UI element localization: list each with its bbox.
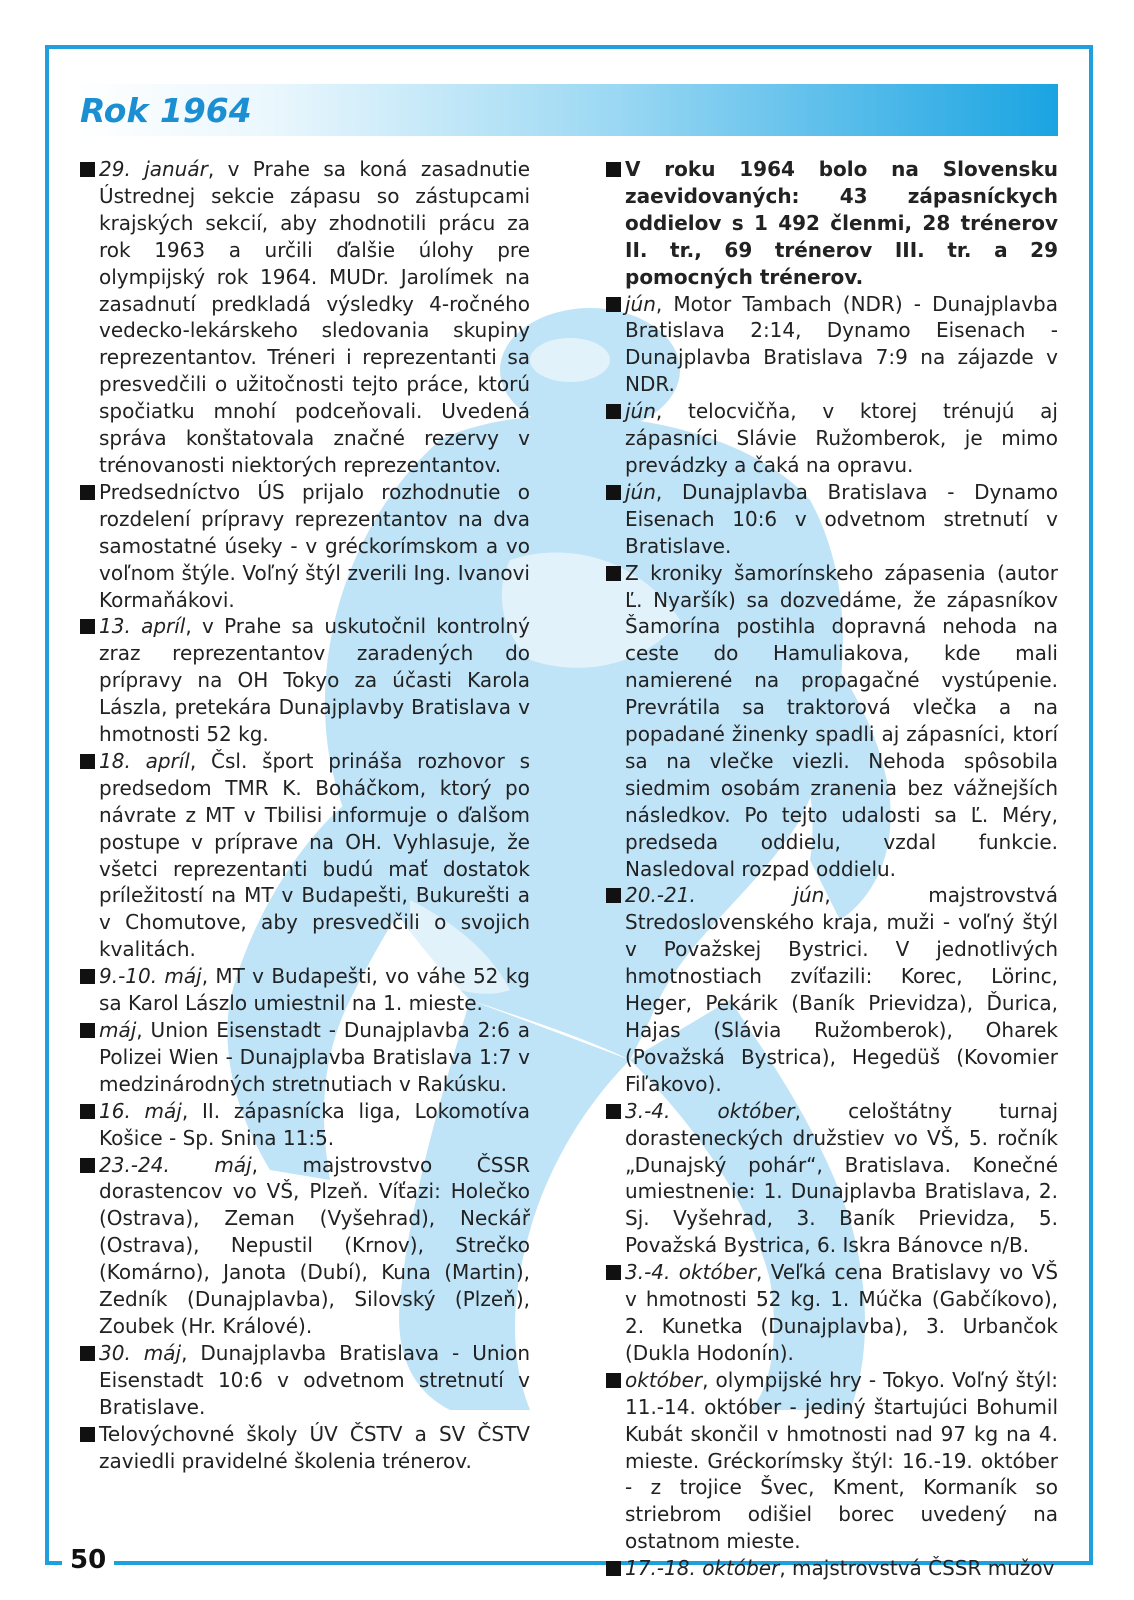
chronicle-entry	[80, 613, 530, 748]
entry-date: 30. máj	[99, 1340, 182, 1365]
right-column	[606, 156, 1059, 1581]
entry-date: 23.-24. máj	[99, 1152, 252, 1177]
chronicle-entry	[606, 1555, 1058, 1582]
chronicle-entry	[80, 1152, 530, 1340]
chronicle-entry	[80, 156, 530, 479]
page-number: 50	[62, 1538, 114, 1582]
entry-date: jún	[625, 399, 656, 424]
chronicle-entry	[606, 1259, 1058, 1367]
chronicle-entry	[80, 1421, 530, 1475]
entry-text: , majstrovstvá Stredoslovenského kraja, muži - voľný štýl v Považskej Bystrici. V jednotlivých hmotnostiach zvíťazili: Korec, Lörinc, Heger, Pekárik (Baník Prievidza), Ďurica, Hajas (Slávia Ružomberok), Oharek (Považská Bystrica), Hegedüš (Kovomier Fiľakovo).	[625, 883, 1058, 1096]
entry-text: , Union Eisenstadt - Dunajplavba 2:6 a Polizei Wien - Dunajplavba Bratislava 1:7 v medzinárodných stretnutiach v Rakúsku.	[99, 1018, 530, 1096]
chronicle-entry-statistics	[606, 156, 1058, 291]
page-title: Rok 1964	[80, 91, 252, 130]
entry-date: 9.-10. máj	[99, 964, 202, 989]
entry-text: , majstrovstvá ČSSR mužov	[779, 1556, 1055, 1581]
chronicle-entry	[80, 1340, 530, 1421]
entry-date: jún	[625, 291, 656, 316]
entry-text: V roku 1964 bolo na Slovensku zaevidovaných: 43 zápasníckych oddielov s 1 492 členmi, 28 trénerov II. tr., 69 trénerov III. tr. a 29 pomocných trénerov.	[625, 157, 1058, 289]
chronicle-entry	[606, 1367, 1058, 1555]
entry-text: Z kroniky šamorínskeho zápasenia (autor Ľ. Nyaršík) sa dozvedáme, že zápasníkov Šamorína postihla dopravná nehoda na ceste do Hamuliakova, kde mali namierené na propagačné vystúpenie. Prevrátila sa traktorová vlečka a na popadané žinenky spadli aj zápasníci, ktorí sa na vlečke viezli. Nehoda spôsobila siedmim osobám zranenia bez vážnejších následkov. Po tejto udalosti sa Ľ. Méry, predseda oddielu, vzdal funkcie. Nasledoval rozpad oddielu.	[625, 560, 1058, 881]
chronicle-entry	[606, 882, 1058, 1097]
entry-text: , Veľká cena Bratislavy vo VŠ v hmotnosti 52 kg. 1. Múčka (Gabčíkovo), 2. Kunetka (Dunajplavba), 3. Urbančok (Dukla Hodonín).	[625, 1260, 1059, 1365]
chronicle-entry	[606, 398, 1058, 479]
entry-date: október	[625, 1367, 703, 1392]
entry-text: , MT v Budapešti, vo váhe 52 kg sa Karol Lászlo umiestnil na 1. mieste.	[99, 964, 530, 1016]
chronicle-entry	[80, 1017, 530, 1098]
chronicle-entry	[80, 748, 530, 963]
chronicle-entry	[80, 479, 530, 614]
chronicle-entry	[606, 291, 1058, 399]
entry-text: , majstrovstvo ČSSR dorastencov vo VŠ, Plzeň. Víťazi: Holečko (Ostrava), Zeman (Vyšehrad), Neckář (Ostrava), Nepustil (Krnov), Strečko (Komárno), Janota (Dubí), Kuna (Martin), Zedník (Dunajplavba), Silovský (Plzeň), Zoubek (Hr. Králové).	[99, 1152, 531, 1338]
entry-text: , Čsl. šport prináša rozhovor s predsedom TMR K. Boháčkom, ktorý po návrate z MT v Tbilisi informuje o ďalšom postupe v príprave na OH. Vyhlasuje, že všetci reprezentanti budú mať dostatok príležitostí na MT v Budapešti, Bukurešti a v Chomutove, aby presvedčili o svojich kvalitách.	[99, 748, 531, 962]
entry-text: , II. zápasnícka liga, Lokomotíva Košice - Sp. Snina 11:5.	[99, 1098, 530, 1150]
entry-date: 18. apríl	[99, 748, 190, 773]
entry-date: máj	[99, 1018, 137, 1042]
entry-text: , celoštátny turnaj dorasteneckých družstiev vo VŠ, 5. ročník „Dunajský pohár“, Bratislava. Konečné umiestnenie: 1. Dunajplavba Bratislava, 2. Sj. Vyšehrad, 3. Baník Prievidza, 5. Považská Bystrica, 6. Iskra Bánovce n/B.	[625, 1098, 1059, 1258]
entry-text: , v Prahe sa uskutočnil kontrolný zraz reprezentantov zaradených do prípravy na OH Tokyo za účasti Karola Lászla, pretekára Dunajplavby Bratislava v hmotnosti 52 kg.	[99, 614, 531, 747]
entry-text: Telovýchovné školy ÚV ČSTV a SV ČSTV zaviedli pravidelné školenia trénerov.	[99, 1421, 530, 1473]
chronicle-entry	[606, 479, 1058, 560]
chronicle-entry	[80, 963, 530, 1017]
entry-date: jún	[625, 479, 656, 504]
left-column	[80, 156, 530, 1536]
chronicle-entry	[606, 560, 1058, 883]
entry-text: , Dunajplavba Bratislava - Dynamo Eisenach 10:6 v odvetnom stretnutí v Bratislave.	[625, 479, 1058, 558]
entry-text: Predsedníctvo ÚS prijalo rozhodnutie o rozdelení prípravy reprezentantov na dva samostatné úseky - v gréckorímskom a vo voľnom štýle. Voľný štýl zverili Ing. Ivanovi Kormaňákovi.	[99, 479, 530, 612]
entry-text: , olympijské hry - Tokyo. Voľný štýl: 11.-14. október - jediný štartujúci Bohumil Kubát skončil v hmotnosti nad 97 kg na 4. mieste. Gréckorímsky štýl: 16.-19. október - z trojice Švec, Kment, Kormaník so striebrom odišiel borec uvedený na ostatnom mieste.	[625, 1367, 1058, 1554]
entry-date: 17.-18. október	[625, 1556, 780, 1581]
entry-text: , Motor Tambach (NDR) - Dunajplavba Bratislava 2:14, Dynamo Eisenach - Dunajplavba Bratislava 7:9 na zájazde v NDR.	[625, 291, 1058, 397]
entry-date: 13. apríl	[99, 614, 186, 639]
entry-text: , telocvičňa, v ktorej trénujú aj zápasníci Slávie Ružomberok, je mimo prevádzky a čaká na opravu.	[625, 399, 1058, 477]
entry-date: 16. máj	[99, 1098, 182, 1123]
chronicle-entry	[80, 1098, 530, 1152]
chronicle-entry	[606, 1098, 1058, 1259]
entry-text: , v Prahe sa koná zasadnutie Ústrednej sekcie zápasu so zástupcami krajských sekcií, aby zhodnotili prácu za rok 1963 a určili ďalšie úlohy pre olympijský rok 1964. MUDr. Jarolímek na zasadnutí predkladá výsledky 4-ročného vedecko-lekárskeho sledovania skupiny reprezentantov. Tréneri i reprezentanti sa presvedčili o užitočnosti tejto práce, ktorú spočiatku mnohí podceňovali. Uvedená správa konštatovala značné rezervy v trénovanosti niektorých reprezentantov.	[99, 157, 531, 477]
entry-date: 3.-4. október	[625, 1098, 795, 1123]
entry-date: 29. január	[99, 157, 208, 181]
entry-text: , Dunajplavba Bratislava - Union Eisenstadt 10:6 v odvetnom stretnutí v Bratislave.	[99, 1340, 530, 1419]
entry-date: 3.-4. október	[625, 1260, 756, 1285]
entry-date: 20.-21. jún	[625, 883, 825, 908]
